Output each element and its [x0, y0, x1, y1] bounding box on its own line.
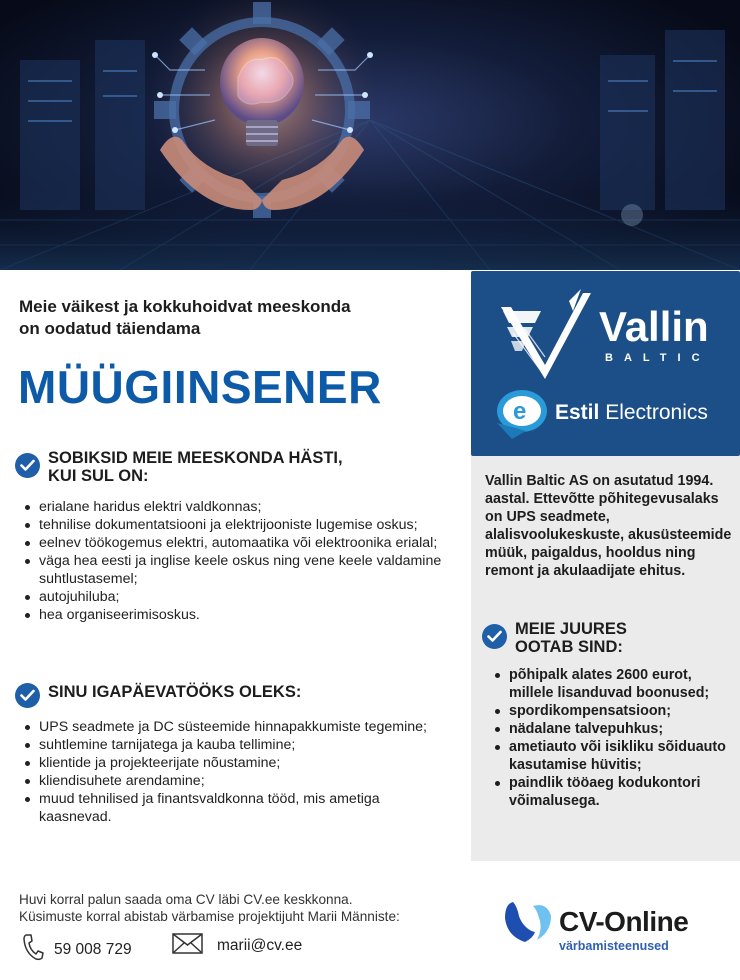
list-item: UPS seadmete ja DC süsteemide hinnapakkumiste tegemine;	[24, 718, 454, 736]
hero-image	[0, 0, 740, 270]
section-benefits-header	[482, 620, 627, 656]
list-item: spordikompensatsioon;	[494, 702, 734, 720]
phone-icon	[22, 933, 44, 966]
intro-line-2: on oodatud täiendama	[19, 319, 201, 338]
check-icon	[482, 624, 507, 649]
vallin-logo-icon	[471, 271, 740, 456]
cv-online-tagline: värbamisteenused	[559, 939, 669, 953]
list-item: eelnev töökogemus elektri, automaatika või elektroonika erialal;	[24, 534, 454, 552]
cv-online-wordmark: CV-Online	[559, 906, 689, 937]
section-benefits-title	[515, 620, 627, 656]
footer-instructions	[19, 891, 489, 925]
svg-text:e: e	[513, 398, 527, 425]
cv-online-logo-icon	[503, 894, 555, 946]
section-requirements-title-line-1: SOBIKSID MEIE MEESKONDA HÄSTI,	[48, 449, 343, 467]
job-title: MÜÜGIINSENER	[18, 361, 382, 413]
phone-number[interactable]: 59 008 729	[54, 940, 132, 958]
list-item: põhipalk alates 2600 eurot, millele lisanduvad boonused;	[494, 666, 734, 702]
vallin-baltic-subtitle: BALTIC	[605, 352, 711, 364]
requirements-list	[24, 498, 454, 624]
footer-line-1: Huvi korral palun saada oma CV läbi CV.ee keskkonna.	[19, 892, 353, 907]
list-item: väga hea eesti ja inglise keele oskus ning vene keele valdamine suhtlustasemel;	[24, 552, 454, 588]
list-item: suhtlemine tarnijatega ja kauba tellimine;	[24, 736, 454, 754]
section-benefits-title-line-1: MEIE JUURES	[515, 620, 627, 638]
phone-contact[interactable]	[22, 933, 132, 966]
company-about-text: Vallin Baltic AS on asutatud 1994. aastal. Ettevõtte põhitegevusalaks on UPS seadmete, alalisvoolukeskuste, akusüsteemide müük, paigaldus, hooldus ning remont ja akulaadijate ehitus.	[485, 473, 732, 579]
estil-electronics-wordmark: Estil Electronics	[555, 401, 708, 424]
benefits-list	[494, 666, 734, 810]
list-item: klientide ja projekteerijate nõustamine;	[24, 754, 454, 772]
cv-online-logo	[503, 892, 723, 956]
list-item: erialane haridus elektri valdkonnas;	[24, 498, 454, 516]
vallin-wordmark: Vallin	[599, 303, 709, 350]
list-item: kliendisuhete arendamine;	[24, 772, 454, 790]
email-address[interactable]: marii@cv.ee	[217, 937, 303, 954]
section-requirements-title-line-2: KUI SUL ON:	[48, 467, 149, 485]
check-icon	[15, 453, 40, 478]
list-item: hea organiseerimisoskus.	[24, 606, 454, 624]
intro-text	[19, 296, 439, 340]
envelope-icon	[172, 933, 203, 959]
intro-line-1: Meie väikest ja kokkuhoidvat meeskonda	[19, 297, 351, 316]
list-item: muud tehnilised ja finantsvaldkonna tööd, mis ametiga kaasnevad.	[24, 790, 454, 826]
section-benefits-title-line-2: OOTAB SIND:	[515, 638, 623, 656]
list-item: tehnilise dokumentatsiooni ja elektrijooniste lugemise oskus;	[24, 516, 454, 534]
section-requirements-title	[48, 449, 343, 485]
section-requirements-header	[15, 449, 343, 485]
section-duties-title: SINU IGAPÄEVATÖÖKS OLEKS:	[48, 683, 302, 701]
lightbulb-brain-illustration	[0, 0, 740, 270]
list-item: nädalane talvepuhkus;	[494, 720, 734, 738]
list-item: paindlik tööaeg kodukontori võimalusega.	[494, 774, 734, 810]
estil-logo-icon	[497, 390, 547, 439]
list-item: ametiauto või isikliku sõiduauto kasutamise hüvitis;	[494, 738, 734, 774]
email-contact[interactable]	[172, 933, 302, 959]
duties-list	[24, 718, 454, 826]
list-item: autojuhiluba;	[24, 588, 454, 606]
footer-line-2: Küsimuste korral abistab värbamise projektijuht Marii Männiste:	[19, 909, 400, 924]
section-duties-header	[15, 679, 301, 708]
check-icon	[15, 683, 40, 708]
company-logos	[471, 271, 740, 456]
